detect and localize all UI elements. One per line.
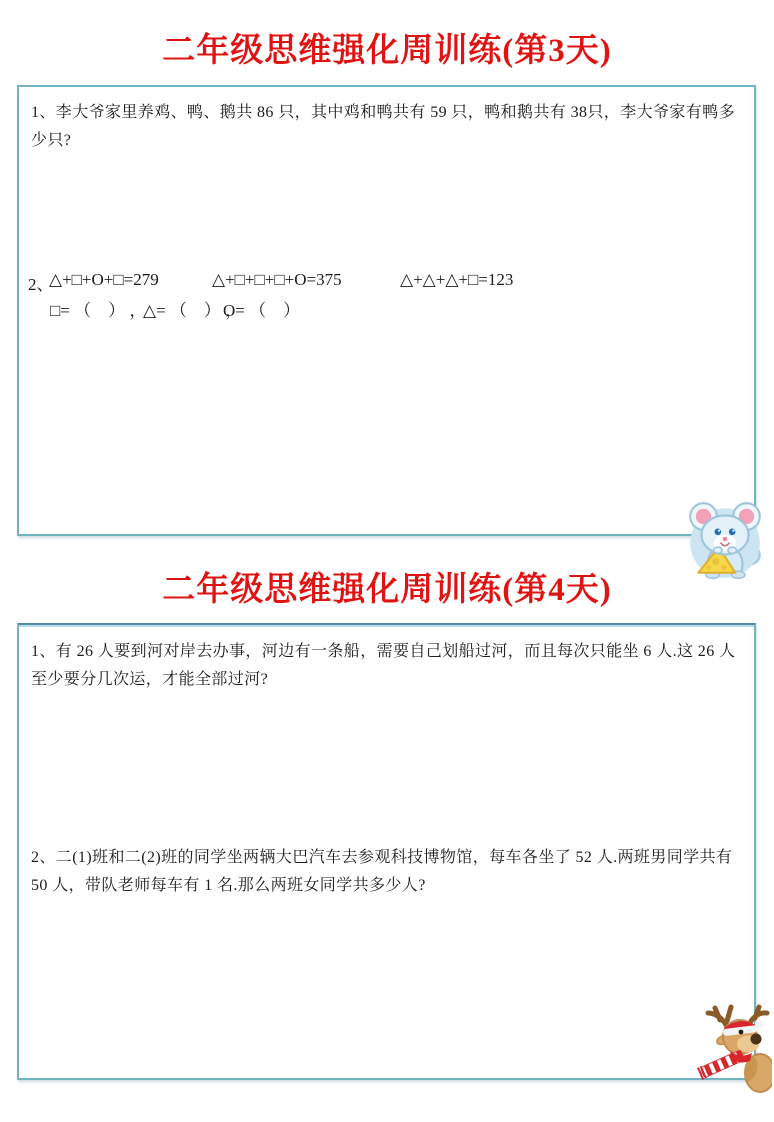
problem-box-day3: [17, 85, 756, 536]
reindeer-illustration: [696, 1001, 772, 1093]
mouse-cheese-illustration: [682, 496, 768, 582]
day3-problem-2-label: 2、: [28, 275, 54, 294]
worksheet-title-day4: 二年级思维强化周训练(第4天): [162, 572, 612, 608]
day3-problem-2-equation-3: △+△+△+□=123: [400, 270, 514, 289]
day3-problem-2-equation-2: △+□+□+□+O=375: [212, 270, 342, 289]
day3-problem-2-equation-1: △+□+O+□=279: [49, 270, 159, 289]
day4-problem-2-text: 2、二(1)班和二(2)班的同学坐两辆大巴汽车去参观科技博物馆，每车各坐了 52 人.两班男同学共有 50 人，带队老师每车有 1 名.那么两班女同学共多少人?: [31, 849, 733, 894]
problem-box-day4: [17, 623, 756, 1080]
day3-answer-blank-square: □= （ ） ，: [50, 301, 147, 320]
day4-problem-1-text: 1、有 26 人要到河对岸去办事，河边有一条船，需要自己划船过河，而且每次只能坐 6 人.这 26 人至少要分几次运，才能全部过河?: [31, 643, 736, 688]
worksheet-title-day3: 二年级思维强化周训练(第3天): [162, 33, 612, 69]
day3-problem-1-text: 1、李大爷家里养鸡、鸭、鹅共 86 只，其中鸡和鸭共有 59 只，鸭和鹅共有 38只，李大爷家有鸭多少只?: [31, 104, 736, 149]
day3-answer-blank-circle: O= （ ）: [223, 301, 301, 320]
day3-answer-blank-triangle: △= （ ） ，: [143, 301, 243, 320]
